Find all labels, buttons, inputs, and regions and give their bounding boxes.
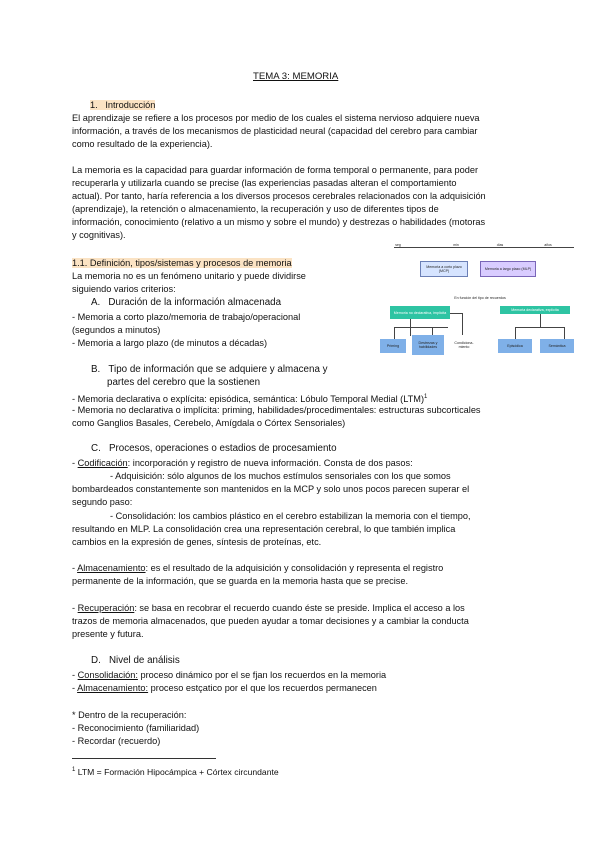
list-item: - Memoria a corto plazo/memoria de trabajo/operacional [72,312,301,322]
classification-label: En función del tipo de recuerdos [454,295,506,300]
conditioning-box: Condiciona-miento [450,335,478,355]
timeline-label: años [544,243,552,247]
connector [394,327,395,339]
recuperacion-line: trazos de memoria almacenados, que pueden ayudar a tomar decisiones y a cambiar la conducta [72,616,469,626]
long-term-memory-box: Memoria a largo plazo (MLP) [480,261,536,277]
connector [564,327,565,339]
consolidacion-line: resultando en MLP. La consolidación crea una representación cerebral, lo que también implica [72,524,456,534]
intro-line: información, a través de los mecanismos de plasticidad neural (capacidad del cerebro para cambiar [72,126,478,136]
consolidacion-line: cambios en la expresión de genes, síntesis de proteínas, etc. [72,537,322,547]
subheading-c: C. Procesos, operaciones o estadios de procesamiento [91,443,337,454]
priming-box: Priming [380,339,406,353]
connector [515,327,565,328]
almacenamiento-line: permanente de la información, que se guarda en la memoria hasta que se precise. [72,576,409,586]
d-consolidacion-line: - Consolidación: proceso dinámico por el se fjan los recuerdos en la memoria [72,670,387,680]
adquisicion-line: bombardeados constantemente son mantenidos en la MCP y solo unos pocos parecen superar el [72,484,470,494]
intro-line: como resultado de la experiencia). [72,139,213,149]
note-line: - Recordar (recuerdo) [72,736,161,746]
memory-line: La memoria es la capacidad para guardar información de forma temporal o permanente, para poder [72,165,479,175]
footnote-ref: 1 [424,394,428,400]
memory-line: (aprendizaje), la retención o almacenamiento, la recuperación y uso de diferentes tipos de [72,204,439,214]
memory-types-diagram [380,243,580,361]
list-item: como Ganglios Basales, Cerebelo, Amígdala o Córtex Sensoriales) [72,418,346,428]
recuperacion-line: presente y futura. [72,629,144,639]
connector [540,314,541,327]
consolidacion-line: - Consolidación: los cambios plástico en el cerebro estabilizan la memoria con el tiempo, [110,511,471,521]
footnote: $^1$ LTM = Formación Hipocámpica + Córtex circundante [72,766,279,777]
adquisicion-line: - Adquisición: sólo algunos de los muchos estímulos sensoriales con los que somos [110,471,451,481]
page-title: TEMA 3: MEMORIA [253,71,339,82]
connector [450,313,462,314]
non-declarative-memory-box: Memoria no declarativa, implícita [390,306,450,319]
intro-line: El aprendizaje se refiere a los procesos por medio de los cuales el sistema nervioso adquiere nueva [72,113,480,123]
lead-line: siguiendo varios criterios: [72,284,176,294]
timeline-label: seg [395,243,401,247]
codificacion-line: - Codificación: incorporación y registro de nueva información. Consta de dos pasos: [72,458,413,468]
adquisicion-line: segundo paso: [72,497,133,507]
almacenamiento-line: - Almacenamiento: es el resultado de la adquisición y consolidación y representa el registro [72,563,444,573]
d-almacenamiento-line: - Almacenamiento: proceso estçatico por el que los recuerdos permanecen [72,683,377,693]
list-item: (segundos a minutos) [72,325,161,335]
list-item: - Memoria a largo plazo (de minutos a décadas) [72,338,268,348]
note-line: * Dentro de la recuperación: [72,710,187,720]
connector [394,327,448,328]
memory-line: actual). Por tanto, haría referencia a los diversos procesos cerebrales relacionados con la adquisición [72,191,486,201]
subheading-a: A. Duración de la información almacenada [91,297,282,308]
list-item: - Memoria declarativa o explícita: episódica, semántica: Lóbulo Temporal Medial (LTM)$^1$ [72,394,428,405]
timeline-label: min [453,243,459,247]
connector [515,327,516,339]
lead-line: La memoria no es un fenómeno unitario y puede dividirse [72,271,306,281]
short-term-memory-box: Memoria a corto plazo (MCP) [420,261,468,277]
section-heading-intro: 1. Introducción [90,100,156,110]
episodic-box: Episódica [498,339,532,353]
recuperacion-line: - Recuperación: se basa en recobrar el recuerdo cuando éste se preside. Implica el acceso a los [72,603,465,613]
note-line: - Reconocimiento (familiaridad) [72,723,200,733]
memory-line: información, conocimiento (relativo a un mismo y sobre el mundo) y destrezas o habilidades (motoras [72,217,486,227]
subheading-d: D. Nivel de análisis [91,655,180,666]
subheading-b: B. Tipo de información que se adquiere y almacena y [91,364,328,375]
memory-line: y cognitivas). [72,230,126,240]
timeline-label: días [496,243,504,247]
skills-box: Destrezas y habilidades [412,335,444,355]
semantic-box: Semántica [540,339,574,353]
declarative-memory-box: Memoria declarativa, explícita [500,306,570,314]
section-heading-1-1: 1.1. Definición, tipos/sistemas y procesos de memoria [72,258,292,268]
footnote-divider [72,758,216,759]
list-item: - Memoria no declarativa o implícita: priming, habilidades/procedimentales: estructuras subcorticales [72,405,481,415]
timeline-axis [394,247,574,248]
subheading-b-cont: partes del cerebro que la sostienen [107,377,261,388]
memory-line: recuperarla y utilizarla cuando se precise (las experiencias pasadas alteran el comportamiento [72,178,457,188]
